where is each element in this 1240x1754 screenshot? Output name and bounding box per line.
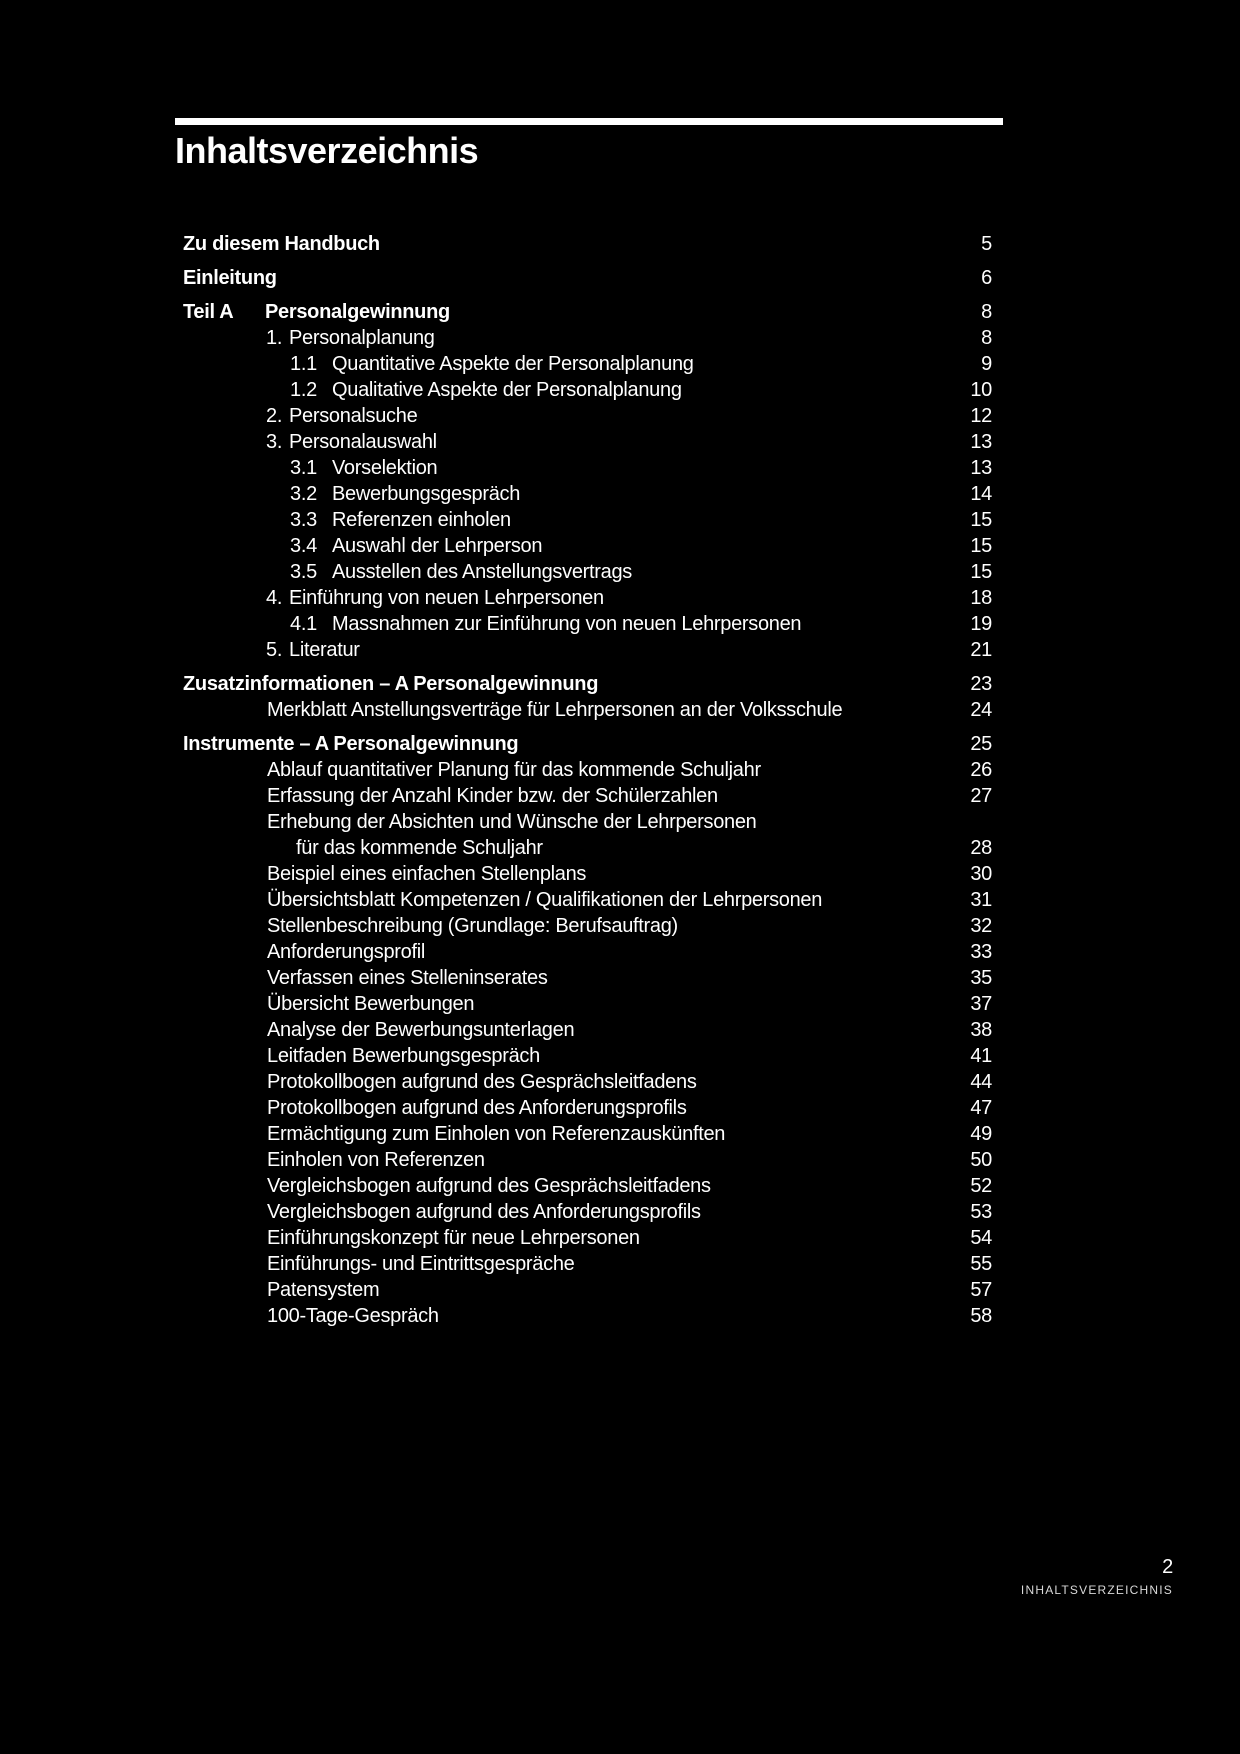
toc-entry <box>183 403 992 429</box>
toc-entry-page: 53 <box>970 1201 992 1223</box>
toc-entry-page: 54 <box>970 1227 992 1249</box>
toc-entry-page: 28 <box>970 837 992 859</box>
toc-entry-page: 8 <box>981 327 992 349</box>
toc-entry-number: 1. <box>266 327 283 349</box>
toc-entry-label: Vergleichsbogen aufgrund des Gesprächsleitfadens <box>267 1175 711 1197</box>
toc-entry-page: 15 <box>970 509 992 531</box>
toc-entry-page: 27 <box>970 785 992 807</box>
toc-entry-label: Bewerbungsgespräch <box>332 483 521 505</box>
toc-entry-label: Personalsuche <box>289 405 418 427</box>
toc-entry-page: 52 <box>970 1175 992 1197</box>
toc-entry-label: Analyse der Bewerbungsunterlagen <box>267 1019 575 1041</box>
toc-entry-number: 3.2 <box>290 483 317 505</box>
toc-entry <box>183 1043 992 1069</box>
toc-entry-page: 47 <box>970 1097 992 1119</box>
toc-entry-label: Anforderungsprofil <box>267 941 426 963</box>
toc-entry-page: 38 <box>970 1019 992 1041</box>
toc-entry <box>183 887 992 913</box>
toc-entry-label: Quantitative Aspekte der Personalplanung <box>332 353 694 375</box>
toc-entry <box>183 1069 992 1095</box>
toc-entry <box>183 1017 992 1043</box>
toc-entry <box>183 991 992 1017</box>
toc-entry-label: Erhebung der Absichten und Wünsche der Lehrpersonen <box>267 811 757 833</box>
toc-entry-number: 4. <box>266 587 283 609</box>
toc-entry-page: 9 <box>981 353 992 375</box>
toc-entry-page: 21 <box>970 639 992 661</box>
toc-entry <box>183 265 992 291</box>
toc-entry-label: Übersichtsblatt Kompetenzen / Qualifikationen der Lehrpersonen <box>267 889 823 911</box>
toc-entry-page: 14 <box>970 483 992 505</box>
toc-entry-page: 37 <box>970 993 992 1015</box>
toc-entry-label: Massnahmen zur Einführung von neuen Lehrpersonen <box>332 613 802 635</box>
toc-entry-number: 3.4 <box>290 535 317 557</box>
toc-entry-label: für das kommende Schuljahr <box>296 837 543 859</box>
page-footer <box>1021 1556 1173 1597</box>
title-rule <box>175 118 1003 125</box>
toc-entry-label: Personalgewinnung <box>265 301 450 323</box>
toc-entry <box>183 351 992 377</box>
toc-entry-page: 13 <box>970 457 992 479</box>
toc-entry-page: 50 <box>970 1149 992 1171</box>
toc-entry <box>183 757 992 783</box>
toc-entry-label: Instrumente – A Personalgewinnung <box>183 733 519 755</box>
toc-entry-label: Protokollbogen aufgrund des Anforderungsprofils <box>267 1097 687 1119</box>
footer-page-number: 2 <box>1162 1556 1173 1578</box>
toc-entry-page: 26 <box>970 759 992 781</box>
toc-entry <box>183 1277 992 1303</box>
toc-entry <box>183 585 992 611</box>
toc-entry <box>183 783 992 809</box>
toc-entry <box>183 429 992 455</box>
toc-entry <box>183 809 992 835</box>
toc-entry-page: 6 <box>981 267 992 289</box>
toc-entry-page: 41 <box>970 1045 992 1067</box>
toc-entry-label: Einleitung <box>183 267 277 289</box>
toc-entry <box>183 965 992 991</box>
toc-entry-number: 5. <box>266 639 283 661</box>
toc-entry-page: 49 <box>970 1123 992 1145</box>
toc-entry-label: 100-Tage-Gespräch <box>267 1305 439 1327</box>
toc-entry <box>183 1173 992 1199</box>
toc-entry-page: 57 <box>970 1279 992 1301</box>
toc-entry <box>183 231 992 257</box>
toc-entry <box>183 533 992 559</box>
toc-entry-number: 3.3 <box>290 509 317 531</box>
toc-entry-page: 44 <box>970 1071 992 1093</box>
toc-entry-page: 19 <box>970 613 992 635</box>
toc-entry-page: 25 <box>970 733 992 755</box>
toc-entry-label: Einführungskonzept für neue Lehrpersonen <box>267 1227 640 1249</box>
table-of-contents <box>183 231 992 1329</box>
toc-entry-label: Personalauswahl <box>289 431 437 453</box>
toc-entry <box>183 1225 992 1251</box>
toc-entry-page: 18 <box>970 587 992 609</box>
toc-entry-label: Stellenbeschreibung (Grundlage: Berufsauftrag) <box>267 915 678 937</box>
toc-entry-label: Ablauf quantitativer Planung für das kommende Schuljahr <box>267 759 761 781</box>
page-title: Inhaltsverzeichnis <box>175 130 479 171</box>
toc-entry-label: Qualitative Aspekte der Personalplanung <box>332 379 682 401</box>
toc-entry-number: Teil A <box>183 301 234 323</box>
toc-entry-page: 15 <box>970 535 992 557</box>
toc-entry-label: Protokollbogen aufgrund des Gesprächsleitfadens <box>267 1071 697 1093</box>
toc-entry-page: 31 <box>970 889 992 911</box>
toc-entry-number: 1.2 <box>290 379 317 401</box>
toc-entry <box>183 939 992 965</box>
toc-entry-number: 3.1 <box>290 457 317 479</box>
toc-entry-label: Ermächtigung zum Einholen von Referenzauskünften <box>267 1123 726 1145</box>
toc-entry-number: 4.1 <box>290 613 317 635</box>
toc-entry-label: Zu diesem Handbuch <box>183 233 380 255</box>
toc-entry-page: 10 <box>970 379 992 401</box>
toc-entry-label: Merkblatt Anstellungsverträge für Lehrpersonen an der Volksschule <box>267 699 843 721</box>
toc-entry-label: Verfassen eines Stelleninserates <box>267 967 548 989</box>
toc-entry <box>183 731 992 757</box>
toc-entry <box>183 1199 992 1225</box>
toc-entry <box>183 325 992 351</box>
toc-entry-label: Patensystem <box>267 1279 380 1301</box>
toc-entry-page: 12 <box>970 405 992 427</box>
toc-entry-number: 3. <box>266 431 283 453</box>
toc-entry <box>183 1251 992 1277</box>
toc-entry-label: Zusatzinformationen – A Personalgewinnung <box>183 673 599 695</box>
toc-entry <box>183 611 992 637</box>
toc-entry <box>183 559 992 585</box>
toc-entry-page: 32 <box>970 915 992 937</box>
toc-entry-label: Einführungs- und Eintrittsgespräche <box>267 1253 575 1275</box>
toc-entry <box>183 637 992 663</box>
toc-entry-label: Ausstellen des Anstellungsvertrags <box>332 561 632 583</box>
toc-entry <box>183 507 992 533</box>
toc-entry <box>183 913 992 939</box>
toc-entry-label: Leitfaden Bewerbungsgespräch <box>267 1045 540 1067</box>
toc-entry-label: Erfassung der Anzahl Kinder bzw. der Schülerzahlen <box>267 785 718 807</box>
toc-entry-page: 35 <box>970 967 992 989</box>
toc-entry <box>183 1121 992 1147</box>
footer-section-label: INHALTSVERZEICHNIS <box>1020 1583 1173 1597</box>
toc-entry-page: 30 <box>970 863 992 885</box>
toc-entry-label: Vergleichsbogen aufgrund des Anforderungsprofils <box>267 1201 701 1223</box>
toc-entry-label: Literatur <box>289 639 360 661</box>
toc-entry-page: 5 <box>981 233 992 255</box>
toc-entry-number: 1.1 <box>290 353 317 375</box>
toc-entry <box>183 377 992 403</box>
toc-entry-number: 3.5 <box>290 561 317 583</box>
toc-entry-page: 8 <box>981 301 992 323</box>
toc-entry <box>183 299 992 325</box>
toc-entry <box>183 1303 992 1329</box>
toc-entry <box>183 481 992 507</box>
toc-entry-label: Einführung von neuen Lehrpersonen <box>289 587 604 609</box>
toc-entry-page: 33 <box>970 941 992 963</box>
toc-entry-page: 58 <box>970 1305 992 1327</box>
toc-entry-page: 23 <box>970 673 992 695</box>
toc-entry-page: 55 <box>970 1253 992 1275</box>
toc-entry-page: 15 <box>970 561 992 583</box>
toc-entry-label: Auswahl der Lehrperson <box>332 535 543 557</box>
toc-entry-page: 13 <box>970 431 992 453</box>
toc-entry <box>183 697 992 723</box>
toc-entry-label: Beispiel eines einfachen Stellenplans <box>267 863 587 885</box>
toc-entry <box>183 835 992 861</box>
toc-entry-label: Personalplanung <box>289 327 435 349</box>
toc-entry <box>183 1147 992 1173</box>
toc-entry <box>183 861 992 887</box>
toc-entry <box>183 671 992 697</box>
toc-entry-number: 2. <box>266 405 283 427</box>
toc-entry-label: Vorselektion <box>332 457 438 479</box>
toc-entry-label: Referenzen einholen <box>332 509 511 531</box>
toc-entry-label: Übersicht Bewerbungen <box>267 993 475 1015</box>
toc-entry-label: Einholen von Referenzen <box>267 1149 485 1171</box>
toc-entry <box>183 1095 992 1121</box>
toc-entry-page: 24 <box>970 699 992 721</box>
toc-entry <box>183 455 992 481</box>
